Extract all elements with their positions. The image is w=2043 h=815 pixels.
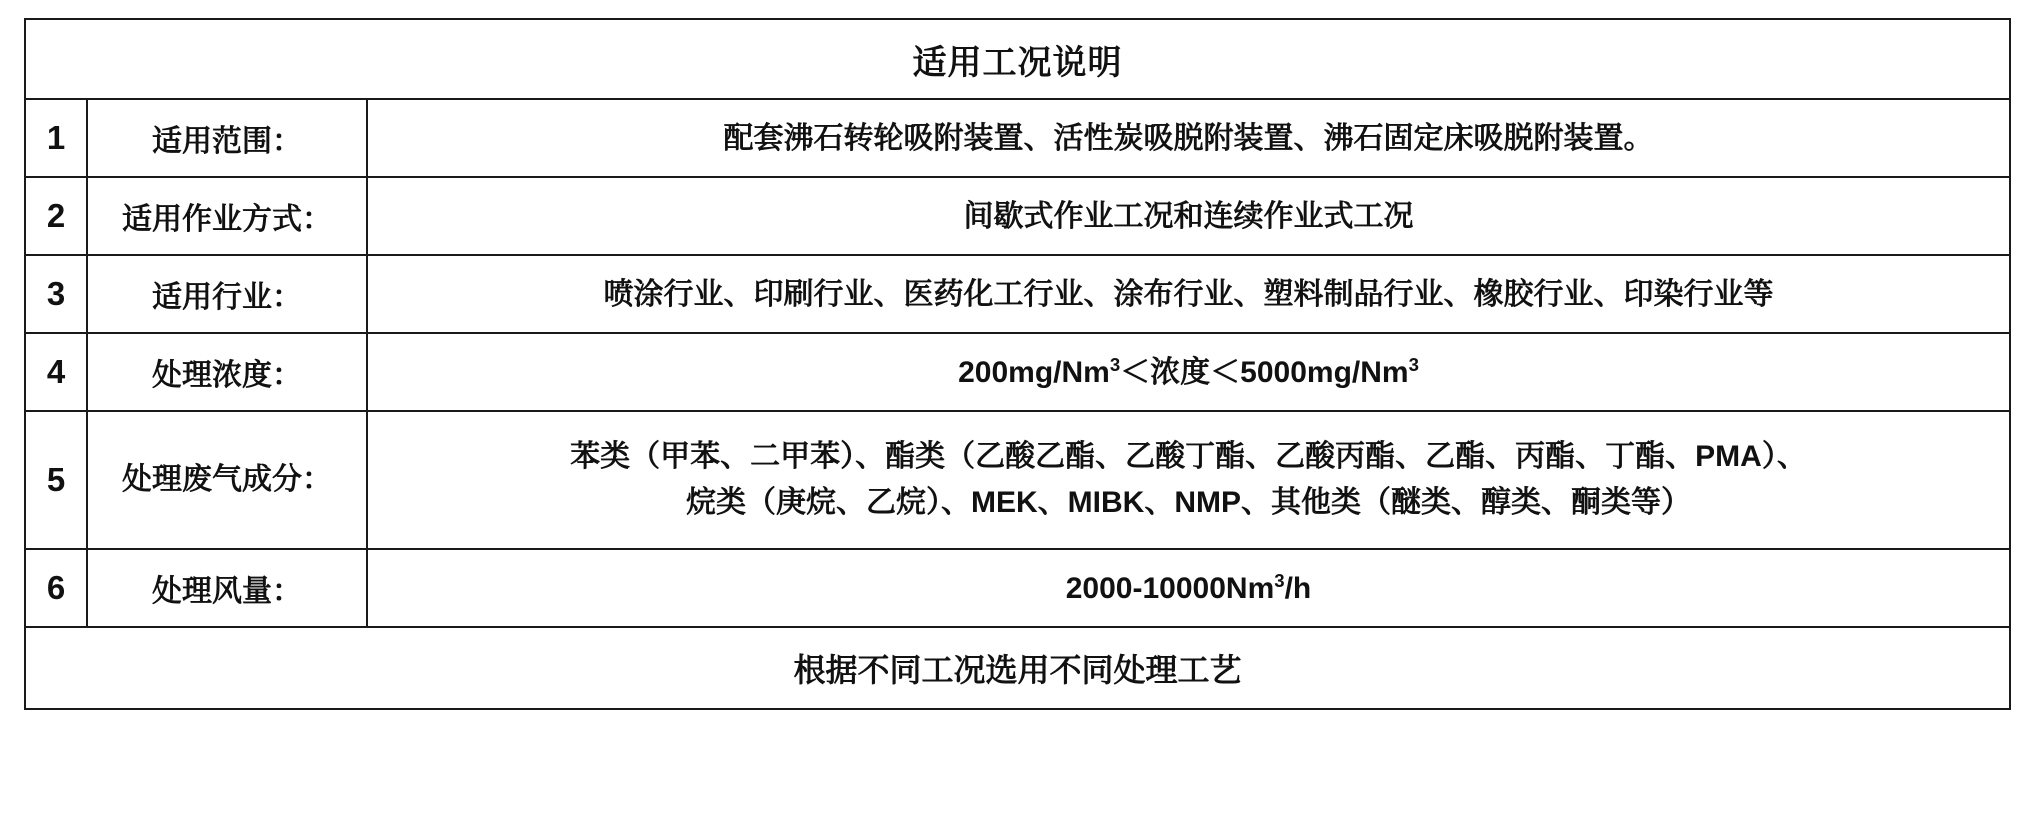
applicable-conditions-table [24,18,2011,710]
concentration-lower: 200mg/Nm [958,355,1110,389]
row-index: 1 [25,99,87,177]
row-label: 处理废气成分： [87,411,367,549]
table-row [25,99,2010,177]
row-label: 适用作业方式： [87,177,367,255]
table-row [25,333,2010,411]
table-row [25,177,2010,255]
row-label: 适用范围： [87,99,367,177]
table-title-row [25,19,2010,99]
waste-gas-components-line-2: 烷类（庚烷、乙烷）、MEK、MIBK、NMP、其他类（醚类、醇类、酮类等） [686,486,1692,519]
table-row [25,549,2010,627]
row-value: 间歇式作业工况和连续作业式工况 [367,177,2010,255]
row-value: 配套沸石转轮吸附装置、活性炭吸脱附装置、沸石固定床吸脱附装置。 [367,99,2010,177]
row-label: 处理浓度： [87,333,367,411]
table-row [25,255,2010,333]
concentration-unit-exponent-1: 3 [1109,353,1121,375]
row-index: 4 [25,333,87,411]
table-footer-row [25,627,2010,709]
row-value [367,549,2010,627]
row-value [367,411,2010,549]
air-volume-range: 2000-10000Nm [1065,571,1275,605]
table-footer-note: 根据不同工况选用不同处理工艺 [25,627,2010,709]
row-index: 3 [25,255,87,333]
row-index: 2 [25,177,87,255]
table-row [25,411,2010,549]
table-title: 适用工况说明 [25,19,2010,99]
concentration-range: ＜浓度＜5000mg/Nm [1120,355,1409,389]
air-volume-unit-exponent: 3 [1274,569,1285,591]
concentration-unit-exponent-2: 3 [1408,353,1419,375]
waste-gas-components-line-1: 苯类（甲苯、二甲苯）、酯类（乙酸乙酯、乙酸丁酯、乙酸丙酯、乙酯、丙酯、丁酯、PMA）、 [570,439,1807,473]
air-volume-unit-suffix: /h [1284,571,1312,605]
row-label: 适用行业： [87,255,367,333]
row-value: 喷涂行业、印刷行业、医药化工行业、涂布行业、塑料制品行业、橡胶行业、印染行业等 [367,255,2010,333]
row-value [367,333,2010,411]
row-index: 6 [25,549,87,627]
row-label: 处理风量： [87,549,367,627]
row-index: 5 [25,411,87,549]
